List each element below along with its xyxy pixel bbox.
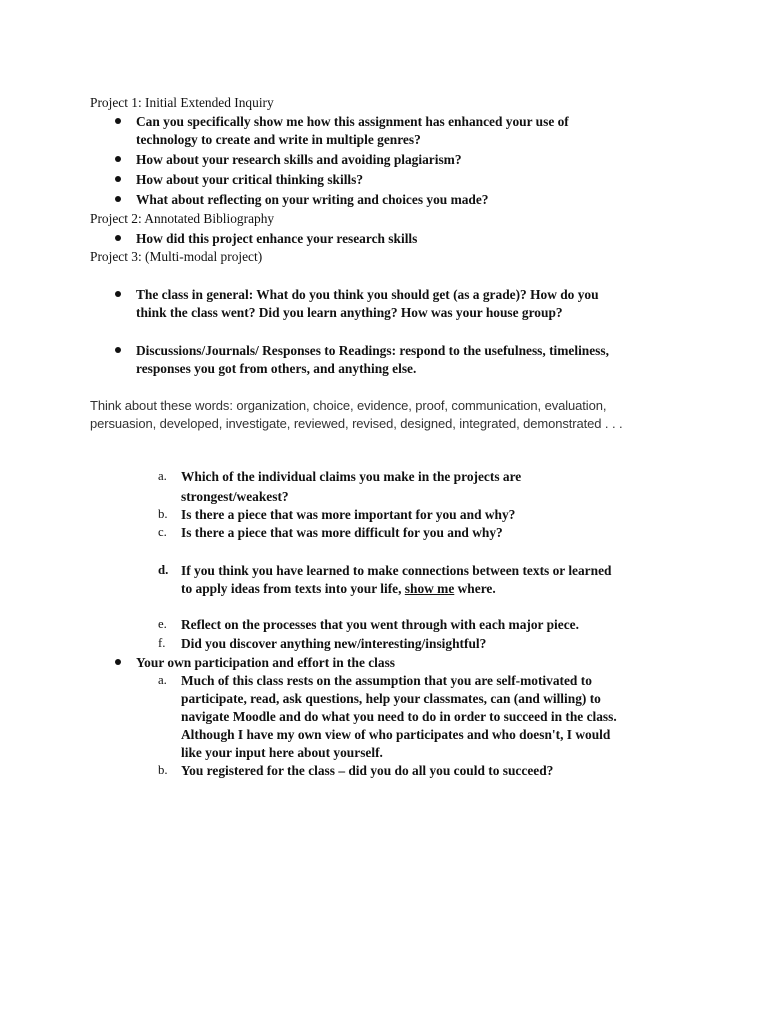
participation-a-line-1: Much of this class rests on the assumption that you are self-motivated to xyxy=(181,673,592,688)
p3-bullet-1-line-1: The class in general: What do you think you should get (as a grade)? How do you xyxy=(136,287,599,302)
bullet-icon xyxy=(115,659,121,665)
p1-bullet-4: What about reflecting on your writing and choices you made? xyxy=(136,192,489,207)
p3-bullet-2-line-2: responses you got from others, and anything else. xyxy=(136,361,417,376)
project-2-heading: Project 2: Annotated Bibliography xyxy=(90,211,275,226)
claims-f: Did you discover anything new/interesting/insightful? xyxy=(181,636,487,651)
list-marker-f: f. xyxy=(158,636,166,650)
list-marker-c: c. xyxy=(158,525,167,539)
claims-b: Is there a piece that was more important for you and why? xyxy=(181,507,516,522)
bullet-icon xyxy=(115,235,121,241)
p1-bullet-1-line-1: Can you specifically show me how this assignment has enhanced your use of xyxy=(136,114,569,129)
list-marker-a: a. xyxy=(158,673,167,687)
claims-d-text-post: where. xyxy=(454,581,496,596)
claims-c: Is there a piece that was more difficult for you and why? xyxy=(181,525,503,540)
participation-b: You registered for the class – did you do all you could to succeed? xyxy=(181,763,554,778)
bullet-icon xyxy=(115,196,121,202)
claims-e: Reflect on the processes that you went through with each major piece. xyxy=(181,617,579,632)
bullet-icon xyxy=(115,156,121,162)
p3-bullet-2-line-1: Discussions/Journals/ Responses to Readings: respond to the usefulness, timeliness, xyxy=(136,343,609,358)
list-marker-b: b. xyxy=(158,763,168,777)
think-line-1: Think about these words: organization, choice, evidence, proof, communication, evaluation, xyxy=(90,398,607,413)
claims-d-line-2 xyxy=(181,580,496,597)
bullet-icon xyxy=(115,347,121,353)
participation-a-line-3: navigate Moodle and do what you need to do in order to succeed in the class. xyxy=(181,709,617,724)
p1-bullet-3: How about your critical thinking skills? xyxy=(136,172,364,187)
p2-bullet-1: How did this project enhance your research skills xyxy=(136,231,418,246)
bullet-icon xyxy=(115,291,121,297)
bullet-icon xyxy=(115,118,121,124)
claims-a-line-1: Which of the individual claims you make in the projects are xyxy=(181,469,522,484)
participation-a-line-5: like your input here about yourself. xyxy=(181,745,383,760)
p1-bullet-2: How about your research skills and avoiding plagiarism? xyxy=(136,152,462,167)
list-marker-a: a. xyxy=(158,469,167,483)
participation-a-line-4: Although I have my own view of who participates and who doesn't, I would xyxy=(181,727,611,742)
p3-bullet-1-line-2: think the class went? Did you learn anything? How was your house group? xyxy=(136,305,563,320)
participation-a-line-2: participate, read, ask questions, help your classmates, can (and willing) to xyxy=(181,691,601,706)
show-me-underlined: show me xyxy=(404,581,455,596)
bullet-icon xyxy=(115,176,121,182)
claims-a-line-2: strongest/weakest? xyxy=(181,489,289,504)
list-marker-e: e. xyxy=(158,617,167,631)
list-marker-d: d. xyxy=(158,563,169,577)
list-marker-b: b. xyxy=(158,507,168,521)
think-line-2: persuasion, developed, investigate, reviewed, revised, designed, integrated, demonstrated . . . xyxy=(90,416,623,431)
claims-d-line-1: If you think you have learned to make connections between texts or learned xyxy=(181,563,612,578)
claims-d-text-pre: to apply ideas from texts into your life, xyxy=(181,581,405,596)
participation-bullet: Your own participation and effort in the class xyxy=(136,655,396,670)
project-1-heading: Project 1: Initial Extended Inquiry xyxy=(90,95,274,110)
p1-bullet-1-line-2: technology to create and write in multiple genres? xyxy=(136,132,421,147)
project-3-heading: Project 3: (Multi-modal project) xyxy=(90,249,263,264)
